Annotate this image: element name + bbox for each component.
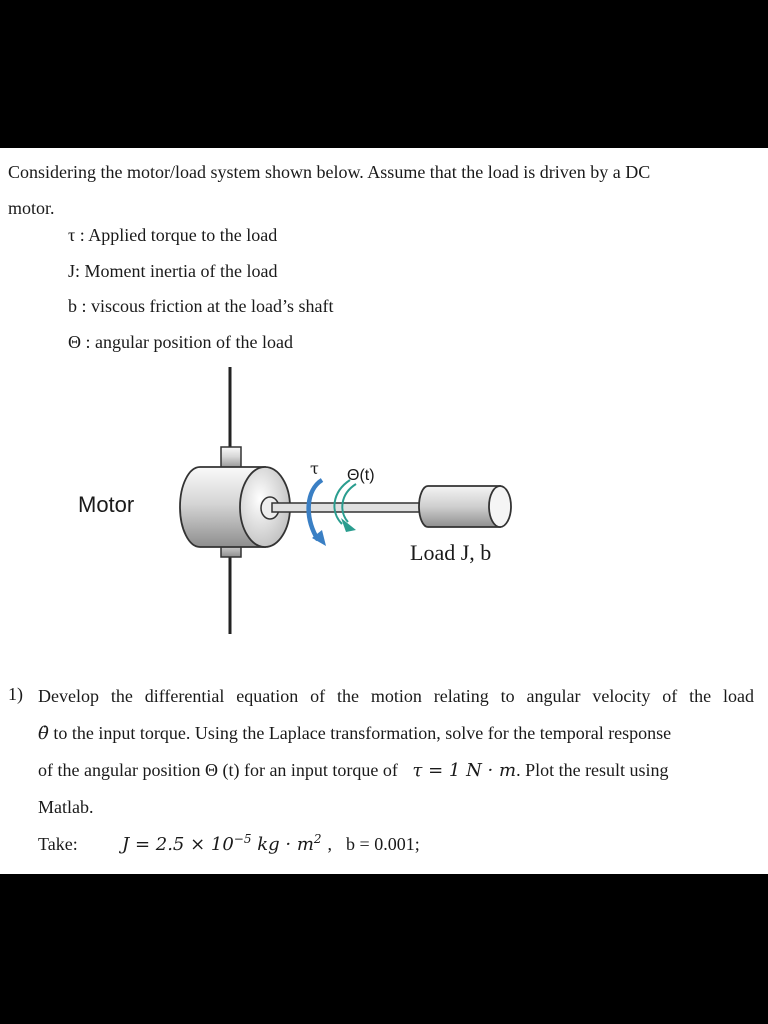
load-label: Load J, b xyxy=(410,540,492,565)
intro-line-1: Considering the motor/load system shown below. Assume that the load is driven by a DC xyxy=(8,162,651,182)
definitions-list xyxy=(68,220,333,362)
angle-label: Θ(t) xyxy=(347,467,375,484)
question-word: of xyxy=(310,686,326,706)
definition-friction xyxy=(68,291,333,327)
load-face xyxy=(489,486,511,527)
question-number: 1) xyxy=(8,684,23,704)
theta-dot-symbol: θ̇ xyxy=(38,723,49,744)
question-word: to xyxy=(500,686,515,706)
take-label: Take: xyxy=(38,834,78,854)
torque-label: τ xyxy=(310,459,319,478)
question-word: Develop xyxy=(38,686,99,706)
question-word: relating xyxy=(433,686,489,706)
take-row xyxy=(38,826,754,863)
question-word: load xyxy=(722,686,754,706)
torque-equation: τ = 1 N · m xyxy=(412,760,517,781)
document-page xyxy=(0,148,768,874)
question-line-3 xyxy=(38,752,754,789)
inertia-mantissa: J = 2.5 × 10 xyxy=(122,834,234,855)
question-body xyxy=(38,678,754,863)
question-line-2 xyxy=(38,715,754,752)
definition-text: : viscous friction at the load’s shaft xyxy=(77,296,334,316)
question-text: of the angular position Θ (t) for an input torque of xyxy=(38,760,398,780)
friction-value: b = 0.001; xyxy=(346,834,420,854)
intro-line-2: motor. xyxy=(8,198,55,218)
question-line-1 xyxy=(38,678,754,715)
definition-symbol: J xyxy=(68,260,76,281)
question-word: motion xyxy=(370,686,422,706)
definition-symbol: τ xyxy=(68,225,76,245)
definition-inertia xyxy=(68,256,333,292)
inertia-units-exponent: 2 xyxy=(313,832,322,846)
definition-text: : Moment inertia of the load xyxy=(75,260,278,281)
question-word: the xyxy=(336,686,359,706)
definition-angle xyxy=(68,327,333,363)
inertia-value xyxy=(122,826,322,863)
motor-load-diagram xyxy=(60,362,560,637)
question-word: the xyxy=(110,686,133,706)
inertia-units: kg · m xyxy=(257,834,314,855)
question-word: angular xyxy=(526,686,581,706)
shaft xyxy=(272,503,428,512)
angle-arrowhead xyxy=(341,518,356,532)
definition-torque xyxy=(68,220,333,256)
question-text: to the input torque. Using the Laplace transformation, solve for the temporal response xyxy=(48,723,672,743)
definition-symbol: b xyxy=(68,296,77,316)
question-word: equation xyxy=(236,686,299,706)
question-line-4: Matlab. xyxy=(38,797,94,817)
question-word: differential xyxy=(144,686,225,706)
inertia-exponent: −5 xyxy=(233,832,252,846)
definition-symbol: Θ xyxy=(68,331,81,352)
load-cylinder xyxy=(419,486,500,527)
intro-paragraph xyxy=(8,154,760,226)
definition-text: : Applied torque to the load xyxy=(75,225,278,245)
question-word: of xyxy=(662,686,678,706)
definition-text: : angular position of the load xyxy=(81,331,293,352)
motor-label: Motor xyxy=(78,492,135,517)
question-word: the xyxy=(689,686,712,706)
question-text: . Plot the result using xyxy=(516,760,669,780)
top-bracket xyxy=(221,447,241,469)
question-word: velocity xyxy=(592,686,651,706)
take-separator: , xyxy=(327,834,333,854)
